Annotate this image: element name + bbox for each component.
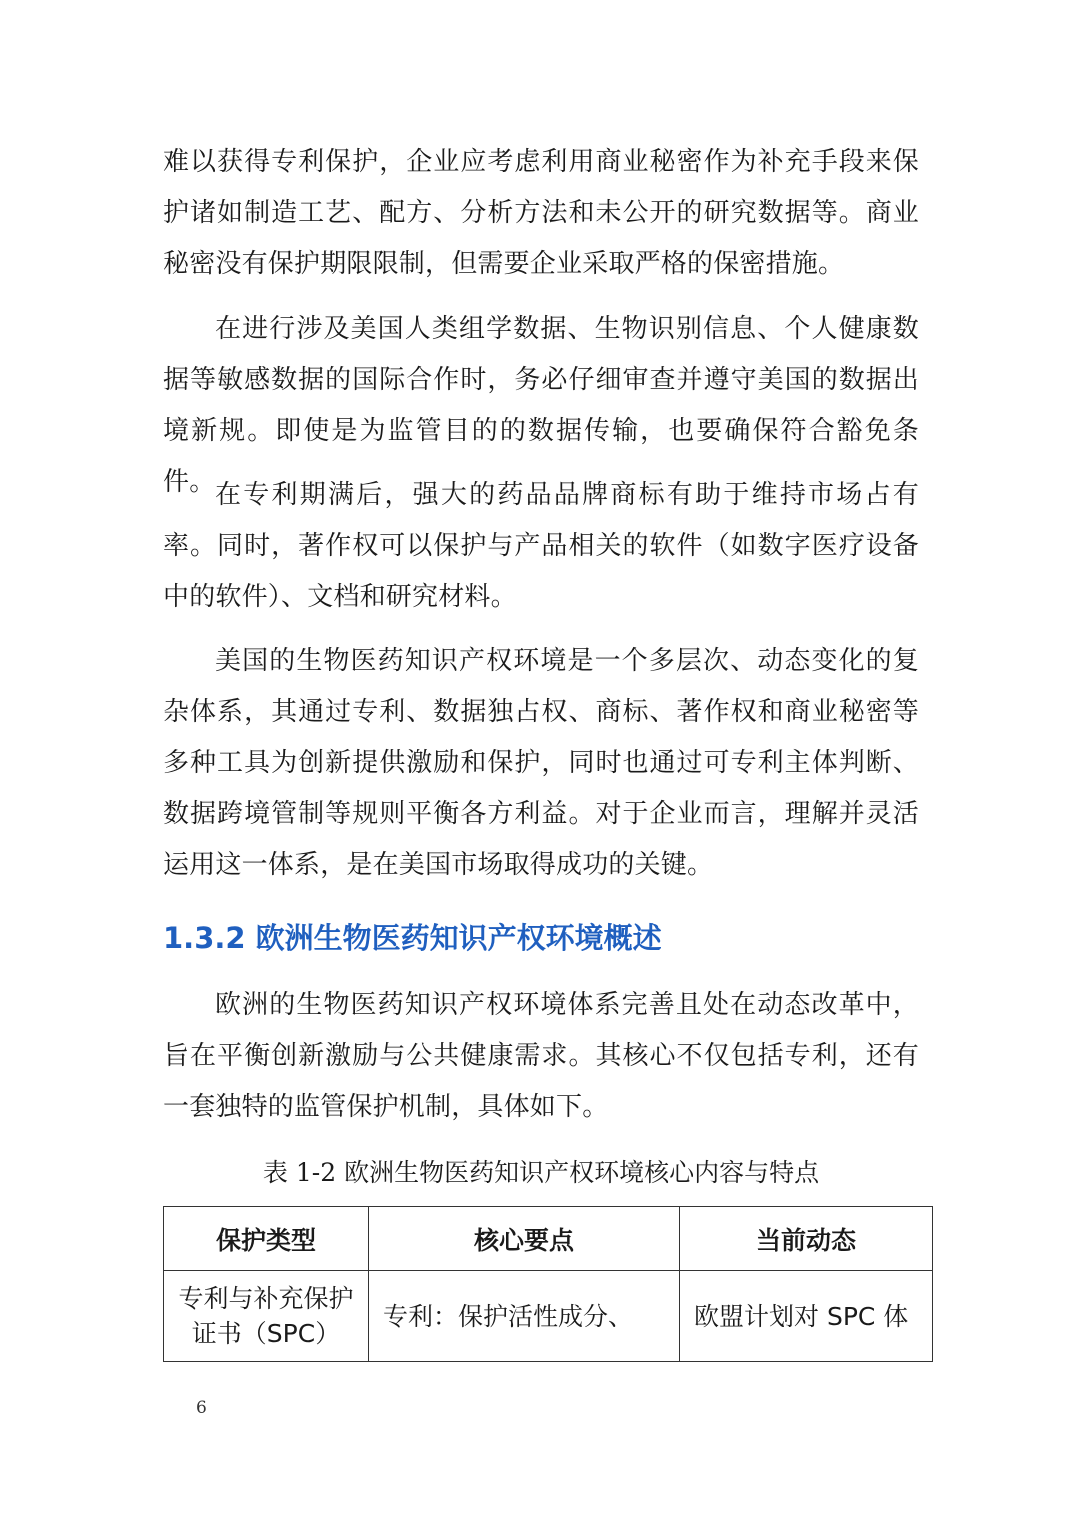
ip-table bbox=[163, 1206, 933, 1362]
table-header-cell: 核心要点 bbox=[369, 1207, 680, 1271]
table-cell-status: 欧盟计划对 SPC 体 bbox=[680, 1271, 933, 1362]
body-paragraph: 欧洲的生物医药知识产权环境体系完善且处在动态改革中，旨在平衡创新激励与公共健康需求。其核心不仅包括专利，还有一套独特的监管保护机制，具体如下。 bbox=[163, 990, 919, 1122]
section-heading: 1.3.2 欧洲生物医药知识产权环境概述 bbox=[163, 921, 662, 955]
table-header-row bbox=[164, 1207, 933, 1271]
table-caption: 表 1-2 欧洲生物医药知识产权环境核心内容与特点 bbox=[262, 1158, 820, 1187]
cell-line: 专利与补充保护 bbox=[178, 1284, 354, 1313]
table-header-cell: 当前动态 bbox=[680, 1207, 933, 1271]
body-paragraph: 在进行涉及美国人类组学数据、生物识别信息、个人健康数据等敏感数据的国际合作时，务必仔细审查并遵守美国的数据出境新规。即使是为监管目的的数据传输，也要确保符合豁免条件。 bbox=[163, 314, 919, 497]
body-paragraph: 美国的生物医药知识产权环境是一个多层次、动态变化的复杂体系，其通过专利、数据独占权、商标、著作权和商业秘密等多种工具为创新提供激励和保护，同时也通过可专利主体判断、数据跨境管制等规则平衡各方利益。对于企业而言，理解并灵活运用这一体系，是在美国市场取得成功的关键。 bbox=[163, 646, 919, 880]
body-paragraph: 难以获得专利保护，企业应考虑利用商业秘密作为补充手段来保护诸如制造工艺、配方、分析方法和未公开的研究数据等。商业秘密没有保护期限限制，但需要企业采取严格的保密措施。 bbox=[163, 147, 919, 279]
body-paragraph: 在专利期满后，强大的药品品牌商标有助于维持市场占有率。同时，著作权可以保护与产品相关的软件（如数字医疗设备中的软件）、文档和研究材料。 bbox=[163, 480, 919, 612]
table-cell-type bbox=[164, 1271, 369, 1362]
cell-line: 证书（SPC） bbox=[191, 1319, 341, 1348]
page-number: 6 bbox=[196, 1398, 207, 1418]
table-row bbox=[164, 1271, 933, 1362]
table-cell-core: 专利：保护活性成分、 bbox=[369, 1271, 680, 1362]
table-header-cell: 保护类型 bbox=[164, 1207, 369, 1271]
